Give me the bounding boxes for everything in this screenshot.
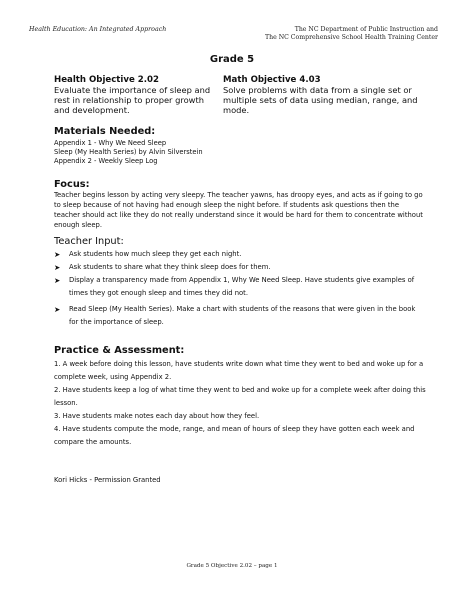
list-item: 4. Have students compute the mode, range, and mean of hours of sleep they have gotten each week and compare the amounts. — [54, 425, 415, 446]
arrow-bullet-icon: ➤ — [54, 276, 61, 285]
materials-item: Appendix 1 - Why We Need Sleep — [54, 139, 167, 147]
list-item: 1. A week before doing this lesson, have students write down what time they went to bed and woke up for a complete week, using Appendix 2. — [54, 360, 424, 381]
health-objective-text: Evaluate the importance of sleep and rest in relationship to proper growth and development. — [54, 85, 211, 115]
document-header-right — [265, 26, 438, 42]
credit-line: Kori Hicks - Permission Granted — [54, 476, 161, 484]
header-right-line1: The NC Department of Public Instruction and — [294, 26, 438, 33]
math-objective-title: Math Objective 4.03 — [223, 75, 321, 85]
page-title: Grade 5 — [209, 54, 255, 65]
arrow-bullet-icon: ➤ — [54, 250, 61, 259]
teacher-input-heading: Teacher Input: — [54, 236, 124, 247]
header-right-line2: The NC Comprehensive School Health Training Center — [264, 34, 438, 41]
teacher-input-list — [54, 248, 424, 329]
health-objective-title: Health Objective 2.02 — [54, 75, 159, 85]
materials-item: Appendix 2 - Weekly Sleep Log — [54, 157, 158, 165]
practice-heading: Practice & Assessment: — [54, 345, 185, 356]
materials-list — [54, 139, 203, 166]
practice-list — [54, 358, 426, 449]
arrow-bullet-icon: ➤ — [54, 305, 61, 314]
focus-heading: Focus: — [54, 179, 90, 190]
math-objective-text: Solve problems with data from a single set or multiple sets of data using median, range, and mode. — [223, 85, 418, 115]
list-item: ➤ Ask students how much sleep they get each night. — [54, 250, 242, 259]
list-item: 3. Have students make notes each day about how they feel. — [54, 412, 260, 420]
focus-text: Teacher begins lesson by acting very sleepy. The teacher yawns, has droopy eyes, and acts as if going to go to sleep because of not having had enough sleep the night before. If students ask questions then the teacher should act like they do not really understand since it would be hard for them to concentrate without enough sleep. — [54, 191, 423, 229]
page-footer: Grade 5 Objective 2.02 – page 1 — [186, 563, 278, 569]
materials-item: Sleep (My Health Series) by Alvin Silverstein — [54, 148, 203, 156]
list-item: 2. Have students keep a log of what time they went to bed and woke up for a complete week after doing this lesson. — [54, 386, 426, 407]
list-item: ➤ Ask students to share what they think sleep does for them. — [54, 263, 271, 272]
document-header-left: Health Education: An Integrated Approach — [29, 26, 167, 33]
list-item: ➤ Display a transparency made from Appendix 1, Why We Need Sleep. Have students give examples of times they got enough sleep and times they did not. — [54, 276, 415, 297]
math-objective — [223, 75, 423, 115]
list-item: ➤ Read Sleep (My Health Series). Make a chart with students of the reasons that were given in the book for the importance of sleep. — [54, 305, 416, 326]
health-objective — [54, 75, 219, 115]
arrow-bullet-icon: ➤ — [54, 263, 61, 272]
materials-heading: Materials Needed: — [54, 126, 156, 137]
